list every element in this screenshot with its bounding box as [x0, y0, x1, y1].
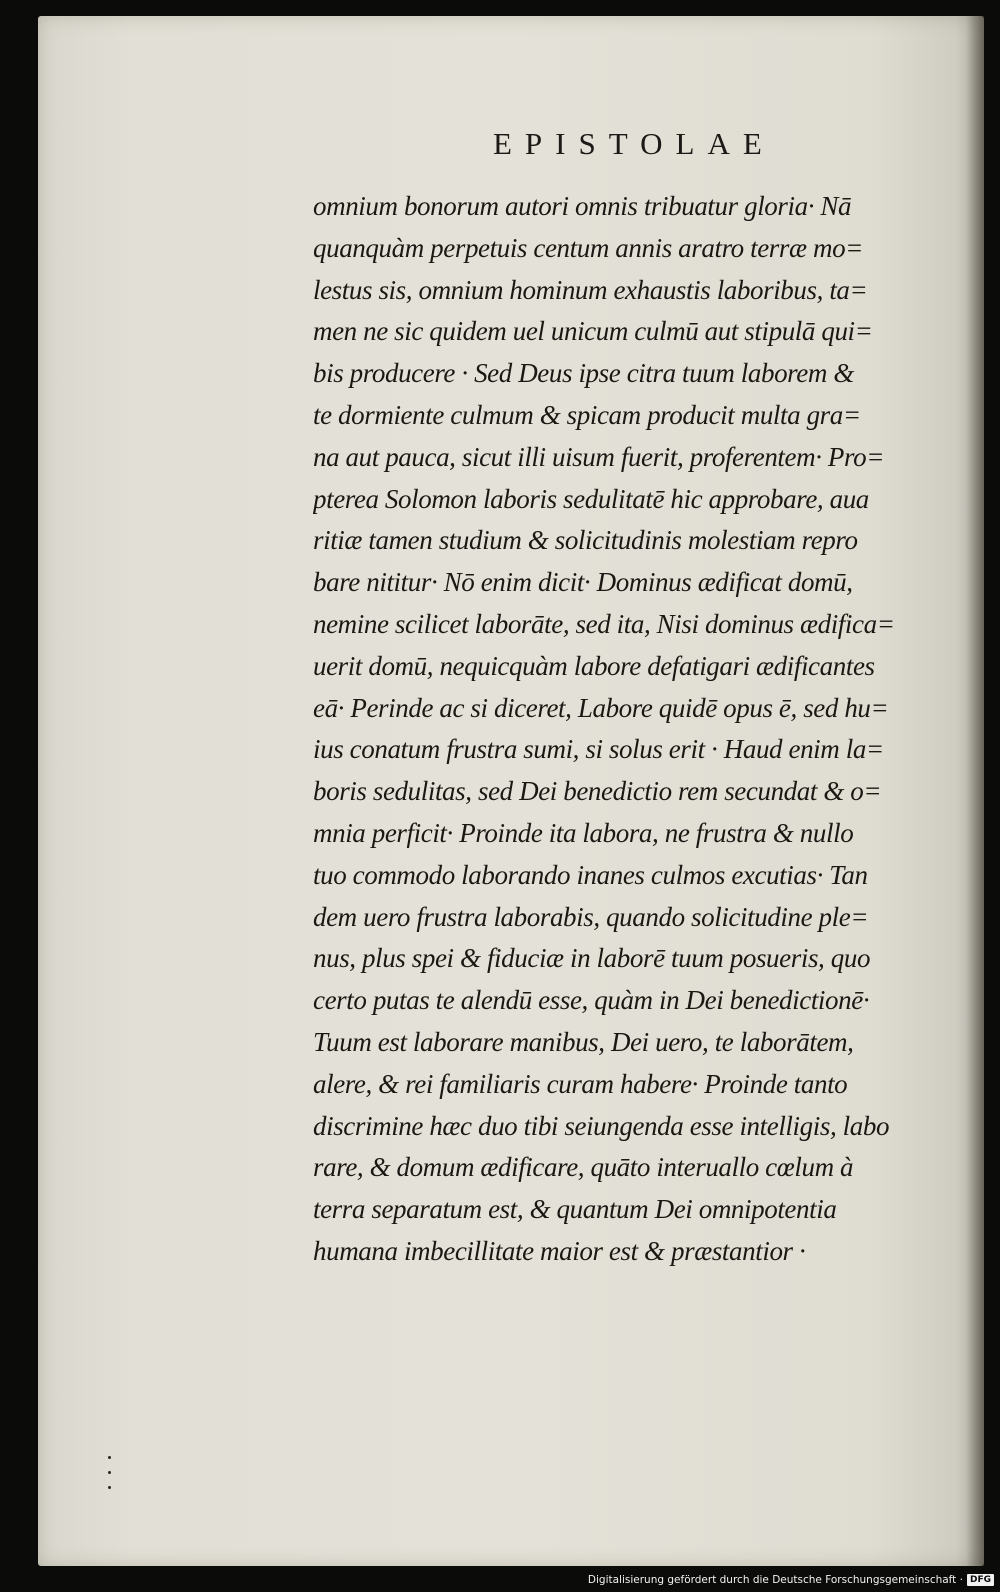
margin-marks [108, 1456, 112, 1496]
text-line: na aut pauca, sicut illi uisum fuerit, proferentem· Pro= [313, 441, 885, 472]
dfg-logo-icon: DFG [967, 1574, 994, 1586]
text-line: omnium bonorum autori omnis tribuatur gloria· Nā [313, 191, 852, 221]
text-line: eā· Perinde ac si diceret, Labore quidē opus ē, sed hu= [313, 692, 889, 723]
text-line: alere, & rei familiaris curam habere· Proinde tanto [313, 1068, 848, 1099]
margin-dot [108, 1456, 111, 1459]
text-line: nemine scilicet laborāte, sed ita, Nisi dominus ædifica= [313, 608, 895, 639]
text-line: tuo commodo laborando inanes culmos excutias· Tan [313, 859, 868, 890]
text-line: lestus sis, omnium hominum exhaustis laboribus, ta= [313, 274, 868, 305]
text-line: mnia perficit· Proinde ita labora, ne frustra & nullo [313, 817, 854, 848]
text-line: quanquàm perpetuis centum annis aratro terræ mo= [313, 232, 864, 263]
margin-dot [108, 1471, 111, 1474]
text-line: humana imbecillitate maior est & præstantior · [313, 1235, 806, 1266]
text-line: terra separatum est, & quantum Dei omnipotentia [313, 1194, 837, 1225]
text-line: Tuum est laborare manibus, Dei uero, te laborātem, [313, 1026, 854, 1057]
text-line: ritiæ tamen studium & solicitudinis molestiam repro [313, 525, 858, 556]
page-edge-shadow [966, 16, 984, 1566]
text-line: pterea Solomon laboris sedulitatē hic approbare, aua [313, 483, 869, 514]
text-line: rare, & domum ædificare, quāto interuallo cœlum à [313, 1152, 854, 1183]
text-line: bare nititur· Nō enim dicit· Dominus ædificat domū, [313, 567, 853, 598]
text-line: boris sedulitas, sed Dei benedictio rem secundat & o= [313, 776, 882, 807]
running-head: EPISTOLAE [493, 126, 775, 161]
text-line: nus, plus spei & fiduciæ in laborē tuum posueris, quo [313, 943, 871, 974]
text-line: bis producere · Sed Deus ipse citra tuum laborem & [313, 358, 854, 389]
scanned-page [38, 16, 984, 1566]
text-line: certo putas te alendū esse, quàm in Dei benedictionē· [313, 985, 870, 1016]
text-line: uerit domū, nequicquàm labore defatigari ædificantes [313, 650, 875, 681]
text-line: men ne sic quidem uel unicum culmū aut stipulā qui= [313, 316, 873, 347]
body-text [313, 186, 953, 1273]
funding-footer [588, 1571, 994, 1589]
text-line: discrimine hæc duo tibi seiungenda esse intelligis, labo [313, 1110, 890, 1141]
margin-dot [108, 1486, 111, 1489]
funding-text: Digitalisierung gefördert durch die Deutsche Forschungsgemeinschaft · [587, 1574, 963, 1586]
text-line: dem uero frustra laborabis, quando solicitudine ple= [313, 901, 869, 932]
text-line: te dormiente culmum & spicam producit multa gra= [313, 399, 861, 430]
text-line: ius conatum frustra sumi, si solus erit · Haud enim la= [313, 734, 884, 765]
